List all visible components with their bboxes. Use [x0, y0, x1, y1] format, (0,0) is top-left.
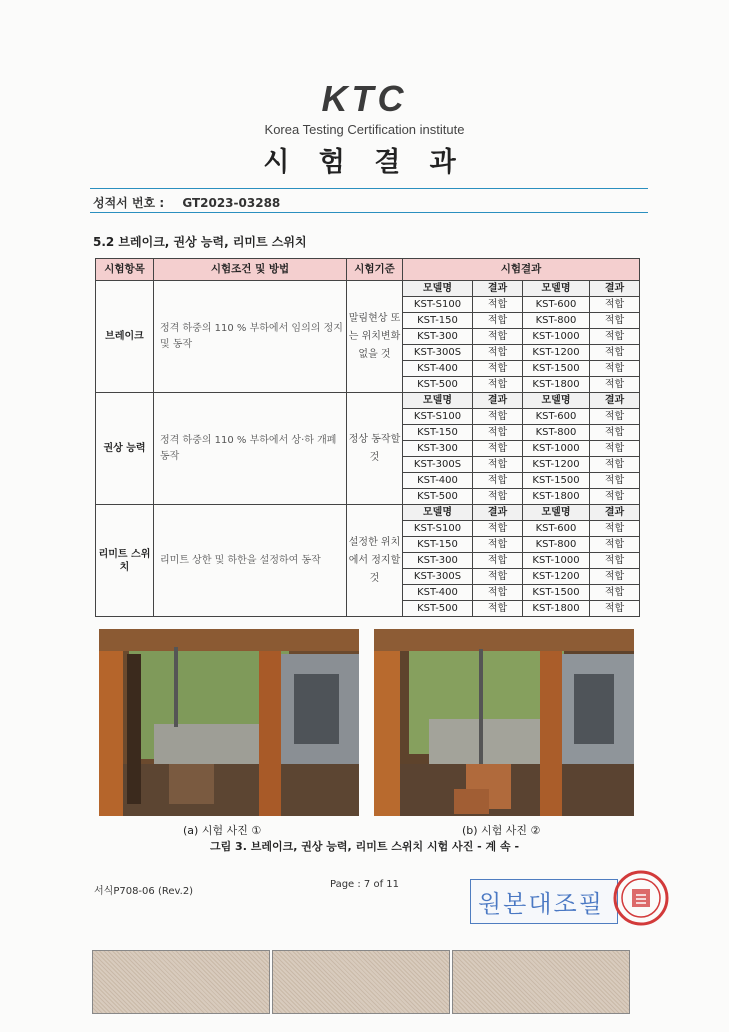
result-cell: 적합 [590, 553, 640, 569]
test-photo-b [374, 629, 634, 816]
model-cell: KST-400 [403, 361, 473, 377]
result-cell: 적합 [473, 585, 523, 601]
result-cell: 적합 [590, 585, 640, 601]
result-cell: 적합 [473, 569, 523, 585]
result-cell: 적합 [473, 329, 523, 345]
header-standard: 시험기준 [347, 259, 403, 281]
result-cell: 적합 [590, 425, 640, 441]
model-cell: KST-1800 [523, 601, 590, 617]
result-cell: 적합 [473, 537, 523, 553]
model-cell: KST-800 [523, 313, 590, 329]
ktc-logo [0, 78, 729, 120]
header-condition: 시험조건 및 방법 [154, 259, 347, 281]
page-number: Page : 7 of 11 [330, 879, 400, 890]
result-cell: 적합 [473, 553, 523, 569]
photo-caption-a: (a) 시험 사진 ① [183, 824, 262, 837]
model-header: 모델명 [523, 505, 590, 521]
model-cell: KST-1500 [523, 361, 590, 377]
model-cell: KST-600 [523, 297, 590, 313]
model-cell: KST-500 [403, 601, 473, 617]
model-cell: KST-300 [403, 441, 473, 457]
result-cell: 적합 [473, 361, 523, 377]
cert-number-line [93, 194, 280, 211]
table-subheader-row [96, 281, 640, 297]
test-photo-a [99, 629, 359, 816]
result-cell: 적합 [590, 537, 640, 553]
model-cell: KST-800 [523, 537, 590, 553]
model-cell: KST-1500 [523, 585, 590, 601]
form-number: 서식P708-06 (Rev.2) [94, 886, 194, 897]
model-cell: KST-300S [403, 457, 473, 473]
model-cell: KST-400 [403, 585, 473, 601]
result-cell: 적합 [590, 361, 640, 377]
result-cell: 적합 [590, 297, 640, 313]
test-condition-cell: 정격 하중의 110 % 부하에서 임의의 정지 및 동작 [154, 281, 347, 393]
result-cell: 적합 [590, 601, 640, 617]
model-cell: KST-S100 [403, 297, 473, 313]
model-cell: KST-500 [403, 377, 473, 393]
result-header: 결과 [590, 281, 640, 297]
model-cell: KST-400 [403, 473, 473, 489]
test-standard-cell: 정상 동작할 것 [347, 393, 403, 505]
model-header: 모델명 [523, 281, 590, 297]
result-header: 결과 [473, 505, 523, 521]
table-subheader-row [96, 505, 640, 521]
result-cell: 적합 [590, 329, 640, 345]
model-cell: KST-600 [523, 409, 590, 425]
model-header: 모델명 [403, 505, 473, 521]
model-cell: KST-S100 [403, 409, 473, 425]
table-subheader-row [96, 393, 640, 409]
result-cell: 적합 [473, 601, 523, 617]
model-cell: KST-1000 [523, 553, 590, 569]
logo-text: KTC [321, 78, 408, 119]
model-header: 모델명 [403, 281, 473, 297]
result-cell: 적합 [590, 457, 640, 473]
result-cell: 적합 [473, 473, 523, 489]
section-title: 5.2 브레이크, 권상 능력, 리미트 스위치 [93, 235, 307, 249]
model-cell: KST-1000 [523, 441, 590, 457]
result-cell: 적합 [473, 377, 523, 393]
result-cell: 적합 [473, 489, 523, 505]
model-cell: KST-150 [403, 537, 473, 553]
result-cell: 적합 [473, 313, 523, 329]
model-cell: KST-150 [403, 425, 473, 441]
result-header: 결과 [473, 393, 523, 409]
photo-caption-b: (b) 시험 사진 ② [462, 824, 541, 837]
result-cell: 적합 [473, 521, 523, 537]
model-cell: KST-600 [523, 521, 590, 537]
result-cell: 적합 [473, 297, 523, 313]
result-header: 결과 [590, 393, 640, 409]
result-cell: 적합 [590, 521, 640, 537]
result-cell: 적합 [590, 441, 640, 457]
result-cell: 적합 [473, 425, 523, 441]
header-result: 시험결과 [403, 259, 640, 281]
test-standard-cell: 설정한 위치에서 정지할 것 [347, 505, 403, 617]
model-cell: KST-300 [403, 329, 473, 345]
model-cell: KST-1200 [523, 569, 590, 585]
cert-number-value: GT2023-03288 [182, 196, 281, 210]
stamp-text: 원본대조필 [478, 890, 604, 918]
test-item-cell: 권상 능력 [96, 393, 154, 505]
result-cell: 적합 [590, 409, 640, 425]
cert-number-label: 성적서 번호 : [93, 196, 165, 210]
model-header: 모델명 [523, 393, 590, 409]
model-header: 모델명 [403, 393, 473, 409]
model-cell: KST-150 [403, 313, 473, 329]
result-cell: 적합 [473, 441, 523, 457]
model-cell: KST-1800 [523, 489, 590, 505]
model-cell: KST-300S [403, 569, 473, 585]
test-item-cell: 브레이크 [96, 281, 154, 393]
model-cell: KST-300 [403, 553, 473, 569]
result-cell: 적합 [590, 313, 640, 329]
model-cell: KST-1800 [523, 377, 590, 393]
test-condition-cell: 정격 하중의 110 % 부하에서 상·하 개폐 동작 [154, 393, 347, 505]
test-standard-cell: 말림현상 또는 위치변화 없을 것 [347, 281, 403, 393]
result-header: 결과 [473, 281, 523, 297]
header-item: 시험항목 [96, 259, 154, 281]
result-cell: 적합 [590, 569, 640, 585]
bottom-divider [90, 212, 648, 213]
result-cell: 적합 [473, 409, 523, 425]
model-cell: KST-1500 [523, 473, 590, 489]
result-header: 결과 [590, 505, 640, 521]
result-cell: 적합 [590, 473, 640, 489]
result-cell: 적합 [473, 345, 523, 361]
model-cell: KST-800 [523, 425, 590, 441]
model-cell: KST-1000 [523, 329, 590, 345]
model-cell: KST-1200 [523, 457, 590, 473]
result-cell: 적합 [473, 457, 523, 473]
result-cell: 적합 [590, 489, 640, 505]
security-strip-middle [272, 950, 450, 1014]
security-strip-right [452, 950, 630, 1014]
security-strip-left [92, 950, 270, 1014]
model-cell: KST-1200 [523, 345, 590, 361]
result-cell: 적합 [590, 377, 640, 393]
test-item-cell: 리미트 스위치 [96, 505, 154, 617]
logo-subtitle: Korea Testing Certification institute [264, 122, 465, 137]
model-cell: KST-500 [403, 489, 473, 505]
company-seal-icon [612, 869, 670, 927]
top-divider [90, 188, 648, 189]
model-cell: KST-300S [403, 345, 473, 361]
table-header-row [96, 259, 640, 281]
figure-caption: 그림 3. 브레이크, 권상 능력, 리미트 스위치 시험 사진 - 계 속 - [209, 840, 520, 853]
results-table [95, 258, 640, 617]
result-cell: 적합 [590, 345, 640, 361]
test-condition-cell: 리미트 상한 및 하한을 설정하여 동작 [154, 505, 347, 617]
document-title: 시 험 결 과 [263, 147, 466, 178]
model-cell: KST-S100 [403, 521, 473, 537]
